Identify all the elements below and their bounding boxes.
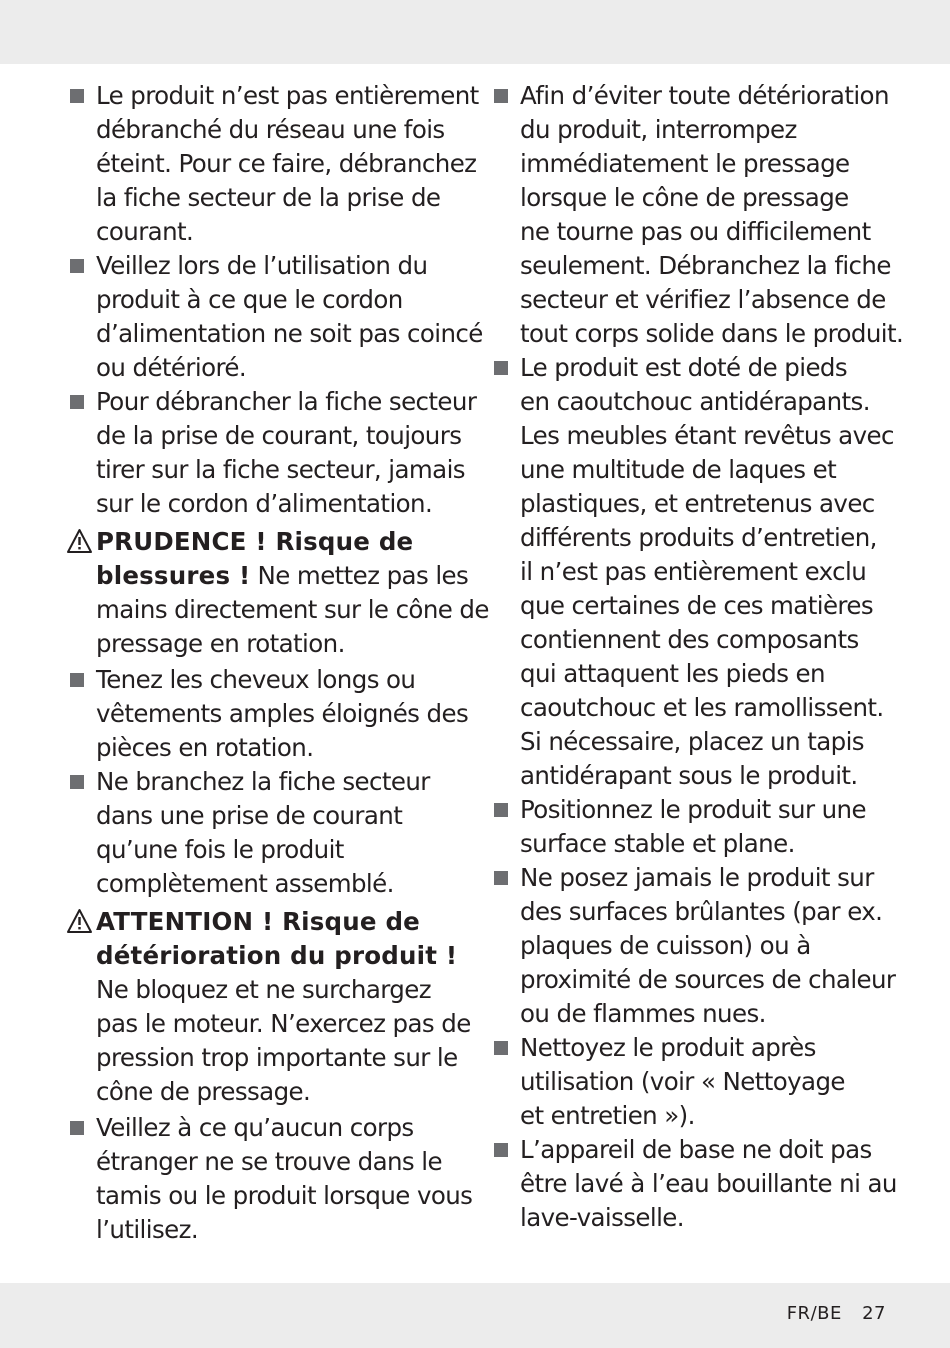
list-item	[492, 793, 892, 861]
text-line: être lavé à l’eau bouillante ni au	[520, 1169, 897, 1198]
text-line: surface stable et plane.	[520, 829, 795, 858]
text-line: Veillez à ce qu’aucun corps	[96, 1113, 414, 1142]
header-band	[0, 0, 950, 64]
text-line: Pour débrancher la fiche secteur	[96, 387, 477, 416]
text-line: de la prise de courant, toujours	[96, 421, 462, 450]
text-line: utilisation (voir « Nettoyage	[520, 1067, 845, 1096]
list-item	[492, 1133, 897, 1235]
warning-title: ATTENTION ! Risque de	[96, 907, 421, 936]
text-line: pressage en rotation.	[96, 629, 345, 658]
square-bullet-icon	[70, 775, 84, 789]
warning-title: PRUDENCE ! Risque de	[96, 527, 414, 556]
list-item	[492, 79, 904, 351]
text-line: ou détérioré.	[96, 353, 247, 382]
text-line: sur le cordon d’alimentation.	[96, 489, 433, 518]
text-line: pression trop importante sur le	[96, 1043, 458, 1072]
text-line: qu’une fois le produit	[96, 835, 344, 864]
list-item	[492, 861, 896, 1031]
square-bullet-icon	[70, 1121, 84, 1135]
text-line: tout corps solide dans le produit.	[520, 319, 904, 348]
text-line: et entretien »).	[520, 1101, 695, 1130]
text-line: Afin d’éviter toute détérioration	[520, 81, 889, 110]
list-item	[68, 663, 468, 765]
text-line: immédiatement le pressage	[520, 149, 850, 178]
text-line: Positionnez le produit sur une	[520, 795, 866, 824]
text-line: L’appareil de base ne doit pas	[520, 1135, 872, 1164]
text-line: tirer sur la fiche secteur, jamais	[96, 455, 465, 484]
text-line: en caoutchouc antidérapants.	[520, 387, 870, 416]
text-line: l’utilisez.	[96, 1215, 199, 1244]
square-bullet-icon	[494, 871, 508, 885]
square-bullet-icon	[70, 673, 84, 687]
warning-heading	[96, 905, 468, 939]
list-item	[492, 351, 892, 793]
text-line: mains directement sur le cône de	[96, 595, 489, 624]
text-line: que certaines de ces matières	[520, 591, 873, 620]
text-line: Le produit n’est pas entièrement	[96, 81, 479, 110]
text-line: qui attaquent les pieds en	[520, 659, 825, 688]
text-line: Le produit est doté de pieds	[520, 353, 848, 382]
text-line: secteur et vérifiez l’absence de	[520, 285, 886, 314]
text-line: tamis ou le produit lorsque vous	[96, 1181, 473, 1210]
text-line: lave-vaisselle.	[520, 1203, 684, 1232]
page-number: 27	[862, 1303, 886, 1324]
text-line: ou de flammes nues.	[520, 999, 766, 1028]
text-line: vêtements amples éloignés des	[96, 699, 469, 728]
text-line: ne tourne pas ou difficilement	[520, 217, 871, 246]
warning-triangle-icon	[66, 528, 93, 554]
square-bullet-icon	[70, 89, 84, 103]
text-line: Ne posez jamais le produit sur	[520, 863, 874, 892]
list-item	[68, 79, 479, 249]
text-line: produit à ce que le cordon	[96, 285, 403, 314]
text-line: plaques de cuisson) ou à	[520, 931, 811, 960]
text-line: pas le moteur. N’exercez pas de	[96, 1009, 471, 1038]
text-line: Veillez lors de l’utilisation du	[96, 251, 428, 280]
text-line: plastiques, et entretenus avec	[520, 489, 875, 518]
text-line: caoutchouc et les ramollissent.	[520, 693, 884, 722]
text-line: Si nécessaire, placez un tapis	[520, 727, 864, 756]
square-bullet-icon	[494, 361, 508, 375]
text-line: seulement. Débranchez la fiche	[520, 251, 891, 280]
square-bullet-icon	[70, 395, 84, 409]
right-column	[492, 79, 904, 1235]
left-column	[68, 79, 489, 1247]
warning-item	[68, 905, 471, 1109]
warning-subheading	[96, 559, 468, 593]
text-line: lorsque le cône de pressage	[520, 183, 849, 212]
square-bullet-icon	[70, 259, 84, 273]
warning-item	[68, 525, 489, 661]
list-item	[492, 1031, 892, 1133]
language-code: FR/BE	[786, 1303, 842, 1324]
text-line: dans une prise de courant	[96, 801, 403, 830]
text-line: éteint. Pour ce faire, débranchez	[96, 149, 477, 178]
square-bullet-icon	[494, 1143, 508, 1157]
text-line: il n’est pas entièrement exclu	[520, 557, 867, 586]
text-line: Les meubles étant revêtus avec	[520, 421, 894, 450]
text-line: du produit, interrompez	[520, 115, 797, 144]
text-line: complètement assemblé.	[96, 869, 394, 898]
text-line: proximité de sources de chaleur	[520, 965, 896, 994]
text-line: d’alimentation ne soit pas coincé	[96, 319, 483, 348]
warning-title-cont: blessures !	[96, 561, 251, 590]
text-line: débranché du réseau une fois	[96, 115, 445, 144]
text-line: la fiche secteur de la prise de	[96, 183, 441, 212]
text-line: étranger ne se trouve dans le	[96, 1147, 442, 1176]
list-item	[68, 385, 477, 521]
list-item	[68, 1111, 473, 1247]
text-line: différents produits d’entretien,	[520, 523, 877, 552]
text-line: cône de pressage.	[96, 1077, 311, 1106]
warning-text: Ne mettez pas les	[250, 561, 469, 590]
text-line: courant.	[96, 217, 194, 246]
text-line: Ne branchez la fiche secteur	[96, 767, 430, 796]
square-bullet-icon	[494, 1041, 508, 1055]
warning-triangle-icon	[66, 908, 93, 934]
text-line: Nettoyez le produit après	[520, 1033, 816, 1062]
square-bullet-icon	[494, 803, 508, 817]
text-line: pièces en rotation.	[96, 733, 314, 762]
warning-subheading	[96, 939, 468, 973]
text-line: antidérapant sous le produit.	[520, 761, 858, 790]
list-item	[68, 249, 483, 385]
text-line: des surfaces brûlantes (par ex.	[520, 897, 883, 926]
warning-heading	[96, 525, 468, 559]
text-line: Ne bloquez et ne surchargez	[96, 975, 431, 1004]
text-line: contiennent des composants	[520, 625, 859, 654]
list-item	[68, 765, 468, 901]
page-footer	[787, 1303, 886, 1324]
text-line: une multitude de laques et	[520, 455, 837, 484]
text-line: Tenez les cheveux longs ou	[96, 665, 416, 694]
square-bullet-icon	[494, 89, 508, 103]
warning-title-cont: détérioration du produit !	[96, 941, 458, 970]
